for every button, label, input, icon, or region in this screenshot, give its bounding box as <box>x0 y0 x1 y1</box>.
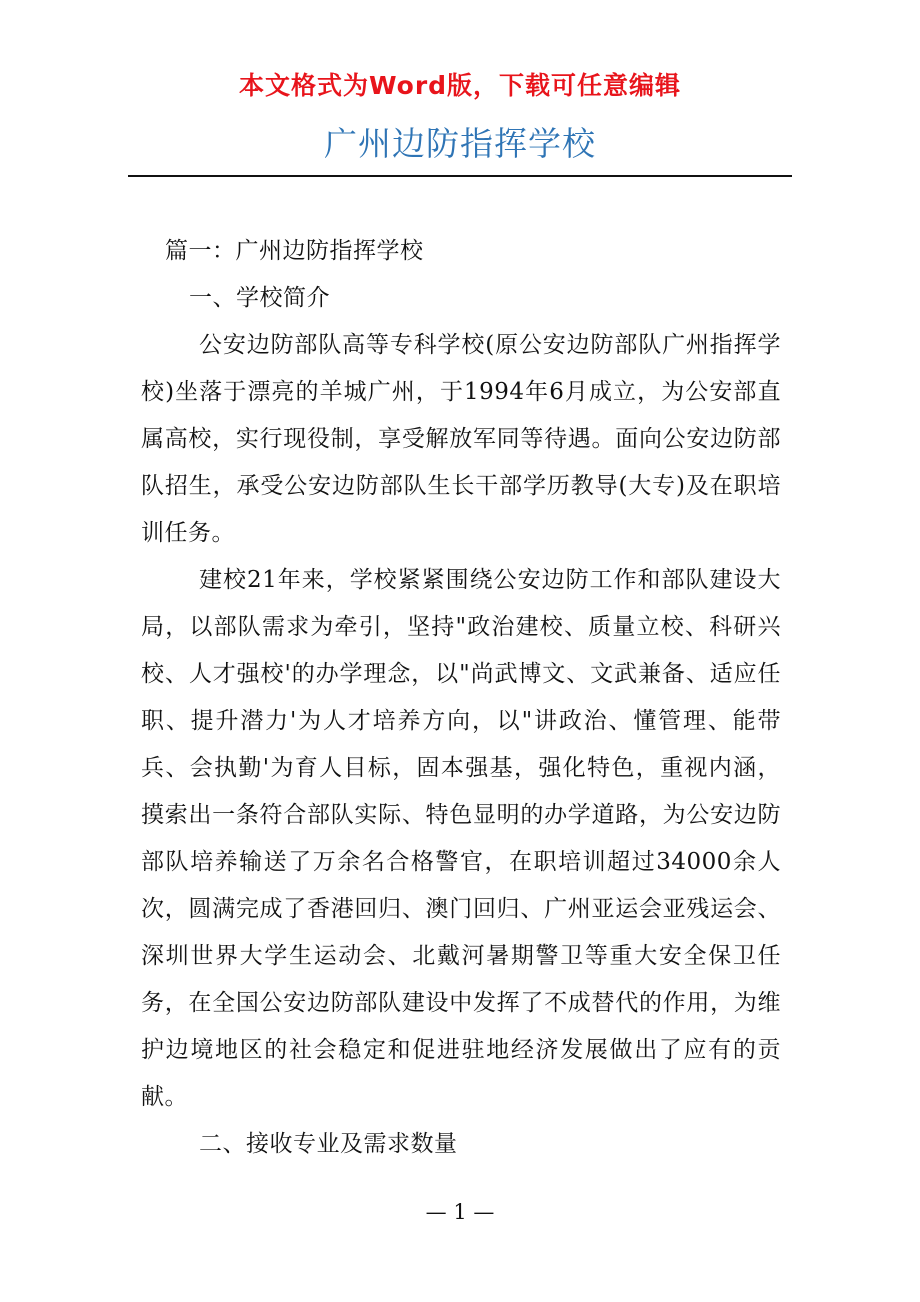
history-paragraph: 建校21年来，学校紧紧围绕公安边防工作和部队建设大局，以部队需求为牵引，坚持"政治建校、质量立校、科研兴校、人才强校'的办学理念，以"尚武博文、文武兼备、适应任职、提升潜力'为人才培养方向，以"讲政治、懂管理、能带兵、会执勤'为育人目标，固本强基，强化特色，重视内涵，摸索出一条符合部队实际、特色显明的办学道路，为公安边防部队培养输送了万余名合格警官，在职培训超过34000余人次，圆满完成了香港回归、澳门回归、广州亚运会亚残运会、深圳世界大学生运动会、北戴河暑期警卫等重大安全保卫任务，在全国公安边防部队建设中发挥了不成替代的作用，为维护边境地区的社会稳定和促进驻地经济发展做出了应有的贡献。 <box>141 567 781 1110</box>
document-body <box>141 228 781 1168</box>
intro-paragraph: 公安边防部队高等专科学校(原公安边防部队广州指挥学校)坐落于漂亮的羊城广州，于1994年6月成立，为公安部直属高校，实行现役制，享受解放军同等待遇。面向公安边防部队招生，承受公安边防部队生长干部学历教导(大专)及在职培训任务。 <box>141 332 781 546</box>
document-title: 广州边防指挥学校 <box>324 124 596 163</box>
title-divider <box>128 175 792 177</box>
section-heading-intro: 一、学校简介 <box>189 285 330 311</box>
format-notice-banner: 本文格式为Word版，下载可任意编辑 <box>238 71 682 100</box>
page-number: — 1 — <box>425 1200 495 1224</box>
article-heading: 篇一：广州边防指挥学校 <box>165 238 424 264</box>
section-heading-majors: 二、接收专业及需求数量 <box>199 1131 458 1157</box>
